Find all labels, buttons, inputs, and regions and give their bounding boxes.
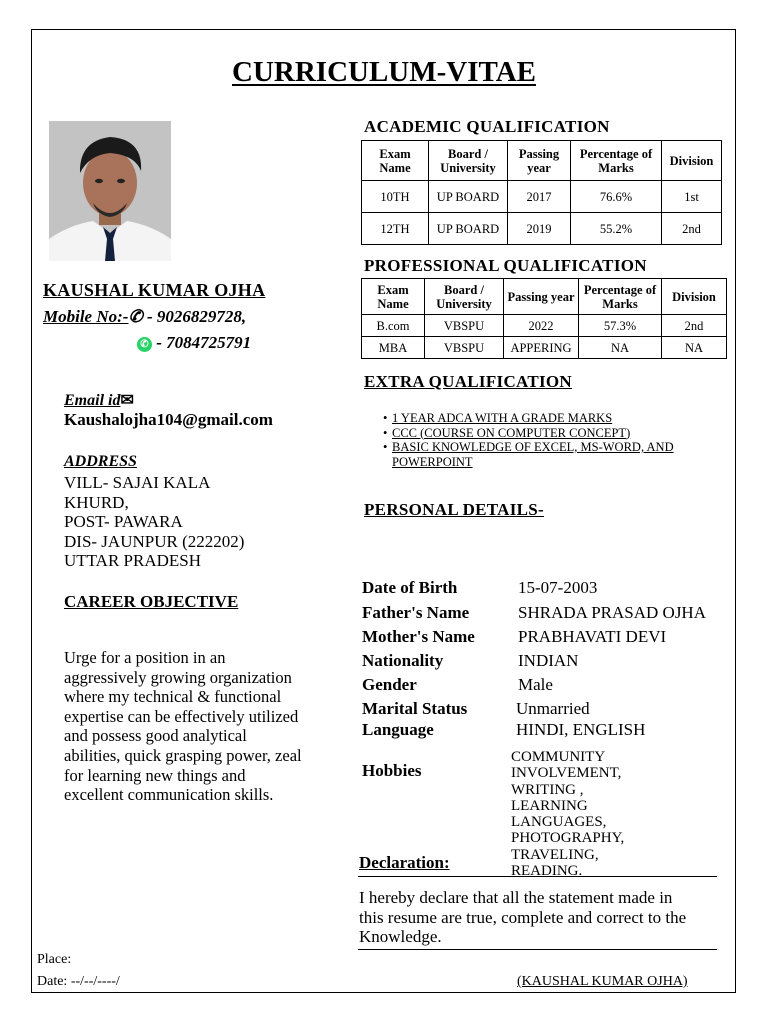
career-line: aggressively growing organization xyxy=(64,667,292,687)
col-header: Board / University xyxy=(425,279,504,315)
table-cell: MBA xyxy=(362,337,425,359)
professional-qualification-heading: PROFESSIONAL QUALIFICATION xyxy=(364,256,647,275)
table-cell: 2019 xyxy=(508,213,571,245)
declaration-label: Declaration: xyxy=(359,853,450,872)
table-cell: VBSPU xyxy=(425,337,504,359)
table-cell: UP BOARD xyxy=(429,213,508,245)
table-cell: VBSPU xyxy=(425,315,504,337)
divider xyxy=(358,949,717,950)
col-header: Exam Name xyxy=(362,279,425,315)
whatsapp-icon: ✆ xyxy=(137,337,152,352)
address-line: VILL- SAJAI KALA xyxy=(64,473,211,492)
table-cell: B.com xyxy=(362,315,425,337)
bullet-icon: • xyxy=(383,411,388,425)
hobby-line: READING. xyxy=(511,863,583,880)
hobby-line: LANGUAGES, xyxy=(511,814,607,831)
address-line: POST- PAWARA xyxy=(64,512,183,532)
table-row xyxy=(362,213,722,245)
col-header: Passing year xyxy=(508,141,571,181)
declaration-line: Knowledge. xyxy=(359,927,442,946)
table-row xyxy=(362,337,727,359)
phone-icon: ✆ xyxy=(128,307,143,326)
table-cell: 76.6% xyxy=(571,181,662,213)
mother-name-value: PRABHAVATI DEVI xyxy=(518,627,667,646)
page-title: CURRICULUM-VITAE xyxy=(232,56,536,88)
career-line: for learning new things and xyxy=(64,765,246,785)
whatsapp-line xyxy=(137,333,251,353)
address-block xyxy=(64,473,244,571)
bullet-icon: • xyxy=(383,425,388,440)
list-item-text: BASIC KNOWLEDGE OF EXCEL, MS-WORD, AND POWERPOINT xyxy=(392,440,674,469)
gender-value: Male xyxy=(518,675,553,694)
table-row xyxy=(362,181,722,213)
list-item-text: CCC (COURSE ON COMPUTER CONCEPT) xyxy=(392,425,631,440)
hobby-line: TRAVELING, xyxy=(511,846,599,863)
address-line: KHURD, xyxy=(64,492,129,512)
col-header: Passing year xyxy=(504,279,579,315)
career-line: excellent communication skills. xyxy=(64,785,274,805)
gender-label: Gender xyxy=(362,675,417,694)
table-header-row xyxy=(362,141,722,181)
hobby-line: INVOLVEMENT, xyxy=(511,765,622,782)
career-objective-text xyxy=(64,648,336,805)
table-cell: APPERING xyxy=(504,337,579,359)
career-line: expertise can be effectively utilized xyxy=(64,706,299,726)
table-cell: UP BOARD xyxy=(429,181,508,213)
col-header: Percentage of Marks xyxy=(571,141,662,181)
hobby-line: PHOTOGRAPHY, xyxy=(511,830,625,847)
address-line: DIS- JAUNPUR (222202) xyxy=(64,531,245,551)
table-cell: NA xyxy=(662,337,727,359)
hobby-line: LEARNING xyxy=(511,797,588,814)
address-line: UTTAR PRADESH xyxy=(64,551,202,571)
hobby-line: COMMUNITY xyxy=(511,749,606,765)
table-row xyxy=(362,315,727,337)
career-objective-label: CAREER OBJECTIVE xyxy=(64,592,239,611)
col-header: Percentage of Marks xyxy=(579,279,662,315)
table-cell: 12TH xyxy=(362,213,429,245)
col-header: Exam Name xyxy=(362,141,429,181)
language-label: Language xyxy=(362,720,434,739)
table-cell: 57.3% xyxy=(579,315,662,337)
candidate-name: KAUSHAL KUMAR OJHA xyxy=(43,280,266,300)
mobile-number-2: - 7084725791 xyxy=(156,333,252,352)
col-header: Division xyxy=(662,141,722,181)
divider xyxy=(358,876,717,877)
email-label: Email id xyxy=(64,392,121,409)
table-cell: 2022 xyxy=(504,315,579,337)
table-header-row xyxy=(362,279,727,315)
nationality-value: INDIAN xyxy=(518,651,579,670)
hobby-line: WRITING , xyxy=(511,781,584,798)
dob-value: 15-07-2003 xyxy=(518,578,598,597)
email-label-line xyxy=(64,390,134,410)
profile-photo xyxy=(49,121,171,261)
list-item xyxy=(383,411,713,426)
extra-qualification-heading: EXTRA QUALIFICATION xyxy=(364,372,572,391)
father-name-value: SHRADA PRASAD OJHA xyxy=(518,603,706,622)
mobile-number-1: - 9026829728, xyxy=(146,307,247,326)
academic-table xyxy=(361,140,722,245)
table-cell: 1st xyxy=(662,181,722,213)
declaration-line: I hereby declare that all the statement made in xyxy=(359,888,673,907)
signature-name: (KAUSHAL KUMAR OJHA) xyxy=(517,974,688,989)
academic-qualification-heading: ACADEMIC QUALIFICATION xyxy=(364,117,610,136)
table-cell: 2nd xyxy=(662,315,727,337)
career-line: where my technical & functional xyxy=(64,687,282,707)
list-item xyxy=(383,426,713,441)
hobbies-value xyxy=(511,749,624,879)
bullet-icon: • xyxy=(383,440,388,454)
career-line: and possess good analytical xyxy=(64,726,247,746)
nationality-label: Nationality xyxy=(362,651,444,670)
envelope-icon: ✉ xyxy=(120,392,134,409)
language-value: HINDI, ENGLISH xyxy=(516,720,646,739)
table-cell: 10TH xyxy=(362,181,429,213)
hobbies-label: Hobbies xyxy=(362,761,422,780)
table-cell: 55.2% xyxy=(571,213,662,245)
list-item xyxy=(383,440,713,469)
table-cell: 2017 xyxy=(508,181,571,213)
declaration-text xyxy=(359,888,729,947)
marital-status-label: Marital Status xyxy=(362,699,468,718)
mobile-label: Mobile No:- xyxy=(43,307,129,326)
mother-name-label: Mother's Name xyxy=(362,627,475,646)
career-line: abilities, quick grasping power, zeal xyxy=(64,745,302,765)
date-field: Date: --/--/----/ xyxy=(37,974,120,989)
address-label: ADDRESS xyxy=(64,453,137,470)
table-cell: NA xyxy=(579,337,662,359)
list-item-text: 1 YEAR ADCA WITH A GRADE MARKS xyxy=(392,411,613,425)
col-header: Board / University xyxy=(429,141,508,181)
table-cell: 2nd xyxy=(662,213,722,245)
place-field: Place: xyxy=(37,952,72,967)
col-header: Division xyxy=(662,279,727,315)
personal-details-heading: PERSONAL DETAILS- xyxy=(364,500,545,519)
marital-status-value: Unmarried xyxy=(516,699,590,718)
email-value[interactable]: Kaushalojha104@gmail.com xyxy=(64,410,273,429)
extra-qualification-list xyxy=(383,411,713,469)
career-line: Urge for a position in an xyxy=(64,648,226,667)
professional-table xyxy=(361,278,727,359)
declaration-line: this resume are true, complete and correct to the xyxy=(359,907,687,927)
mobile-line xyxy=(43,307,246,327)
dob-label: Date of Birth xyxy=(362,578,458,597)
father-name-label: Father's Name xyxy=(362,603,470,622)
